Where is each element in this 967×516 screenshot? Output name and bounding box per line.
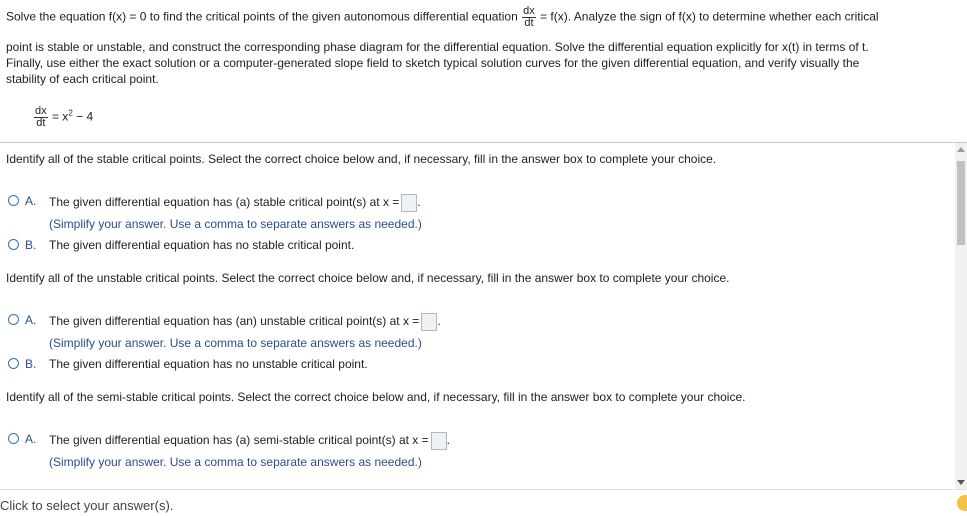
footer: [0, 489, 967, 516]
vertical-scrollbar[interactable]: [955, 143, 967, 489]
problem-line-2: point is stable or unstable, and construct the corresponding phase diagram for the differential equation. Solve the differential equation explicitly for x(t) in terms of t.: [6, 40, 869, 54]
equation: $\frac{dx}{dt}$ = $x^2 - 4$: [35, 105, 94, 129]
scroll-up-icon[interactable]: [957, 147, 965, 152]
answer-box-stable[interactable]: [401, 194, 417, 212]
answer-box-semistable[interactable]: [431, 432, 447, 450]
radio-stable-b[interactable]: [8, 239, 19, 250]
problem-line-3: Finally, use either the exact solution or a computer-generated slope field to sketch typical solution curves for the given differential equation, and verify visually the: [6, 56, 860, 70]
choice-stable-b[interactable]: B. The given differential equation has no stable critical point.: [8, 238, 354, 252]
choice-unstable-b[interactable]: B. The given differential equation has no unstable critical point.: [8, 357, 368, 371]
help-icon[interactable]: [957, 495, 967, 511]
equation-fraction: $\frac{dx}{dt}$: [35, 105, 47, 129]
radio-semistable-a[interactable]: [8, 433, 19, 444]
choice-semistable-a[interactable]: A. The given differential equation has (a) semi-stable critical point(s) at x = . (Simplify your answer. Use a comma to separate answers as needed.): [8, 432, 450, 469]
footer-status: Click to select your answer(s).: [0, 498, 174, 513]
problem-statement: [0, 0, 967, 143]
problem-line-4: stability of each critical point.: [6, 72, 159, 86]
scroll-down-icon[interactable]: [957, 480, 965, 485]
scrollbar-thumb[interactable]: [957, 161, 965, 245]
radio-stable-a[interactable]: [8, 195, 19, 206]
radio-unstable-a[interactable]: [8, 314, 19, 325]
question-stable-prompt: Identify all of the stable critical points. Select the correct choice below and, if necessary, fill in the answer box to complete your choice.: [6, 152, 717, 166]
choice-stable-a[interactable]: A. The given differential equation has (a) stable critical point(s) at x = . (Simplify your answer. Use a comma to separate answers as needed.): [8, 194, 422, 231]
choice-unstable-a[interactable]: A. The given differential equation has (an) unstable critical point(s) at x = . (Simplify your answer. Use a comma to separate answers as needed.): [8, 313, 441, 350]
answer-box-unstable[interactable]: [421, 313, 437, 331]
dxdt-fraction: $\frac{dx}{dt}$: [523, 5, 535, 29]
question-unstable-prompt: Identify all of the unstable critical points. Select the correct choice below and, if necessary, fill in the answer box to complete your choice.: [6, 271, 730, 285]
radio-unstable-b[interactable]: [8, 358, 19, 369]
problem-line-1: Solve the equation f(x) = 0 to find the critical points of the given autonomous differential equation $\frac{dx}{dt}$ = f(x). Analyze the sign of f(x) to determine whether each critical: [6, 5, 879, 29]
questions-area: [0, 143, 955, 489]
question-semistable-prompt: Identify all of the semi-stable critical points. Select the correct choice below and, if necessary, fill in the answer box to complete your choice.: [6, 390, 746, 404]
